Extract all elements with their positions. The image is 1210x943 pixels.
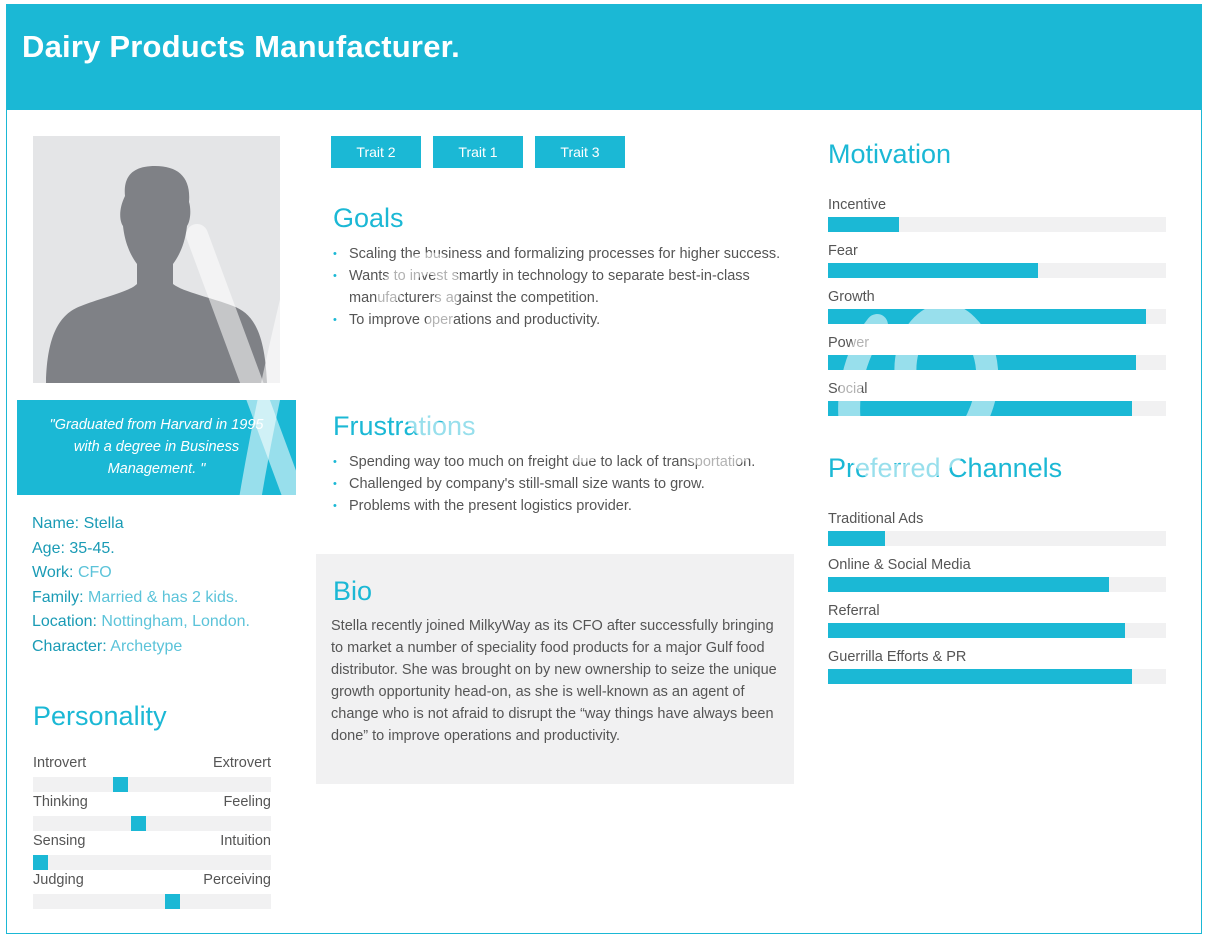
personality-scale <box>33 833 271 870</box>
scale-marker[interactable] <box>131 816 146 831</box>
scale-track <box>33 894 271 909</box>
scale-right-label: Perceiving <box>203 872 271 888</box>
age-row <box>32 537 250 562</box>
quote-text: "Graduated from Harvard in 1995 with a degree in Business Management. " <box>49 417 264 477</box>
bar-label: Fear <box>828 243 858 259</box>
motivation-title: Motivation <box>828 139 952 169</box>
bar-fill <box>828 263 1038 278</box>
scale-labels <box>33 872 271 890</box>
bar-track <box>828 217 1166 232</box>
name-value: Stella <box>83 515 124 532</box>
scale-left-label: Sensing <box>33 833 86 849</box>
name-row <box>32 512 250 537</box>
bar-track <box>828 309 1166 324</box>
scale-right-label: Extrovert <box>212 755 271 771</box>
list-item: • Problems with the present logistics provider. <box>333 495 793 517</box>
bar-item <box>828 289 1166 324</box>
bio-text: Stella recently joined MilkyWay as its CFO after successfully bringing to market a number of speciality food products for a major Gulf food distributor. She was brought on by new ownership to seize the unique growth opportunity head-on, as she is well-known as an agent of change who is not afraid to disrupt the “way things have always been done” to improve operations and productivity. <box>331 618 777 744</box>
scale-track <box>33 855 271 870</box>
scale-track <box>33 777 271 792</box>
personality-scale <box>33 794 271 831</box>
character-label: Character: <box>32 637 107 655</box>
frustrations-list <box>333 451 793 517</box>
trait-button[interactable]: Trait 1 <box>433 136 523 168</box>
bio-title: Bio <box>333 576 373 606</box>
bar-fill <box>828 355 1136 370</box>
bar-item <box>828 197 1166 232</box>
scale-labels <box>33 833 271 851</box>
bar-label: Referral <box>828 603 880 619</box>
bar-track <box>828 623 1166 638</box>
character-value: Archetype <box>110 637 183 655</box>
scale-marker[interactable] <box>33 855 48 870</box>
list-item: • Spending way too much on freight due to lack of transportation. <box>333 451 793 473</box>
personality-scale <box>33 872 271 909</box>
page-title: Dairy Products Manufacturer. <box>22 29 460 64</box>
bar-fill <box>828 577 1109 592</box>
bio-panel <box>316 554 794 784</box>
family-label: Family: <box>32 588 84 606</box>
header <box>7 5 1201 110</box>
bar-fill <box>828 623 1125 638</box>
character-row <box>32 635 250 660</box>
bar-label: Social <box>828 381 868 397</box>
trait-button[interactable]: Trait 3 <box>535 136 625 168</box>
scale-left-label: Introvert <box>33 755 87 771</box>
bar-label: Growth <box>828 289 875 305</box>
name-label: Name: <box>32 515 80 532</box>
bar-track <box>828 263 1166 278</box>
age-value: 35-45. <box>69 539 115 557</box>
bar-label: Guerrilla Efforts & PR <box>828 649 967 665</box>
work-value: CFO <box>77 564 112 581</box>
list-item: • Challenged by company's still-small size wants to grow. <box>333 473 793 495</box>
bar-label: Incentive <box>828 197 887 213</box>
scale-labels <box>33 755 271 773</box>
scale-marker[interactable] <box>113 777 128 792</box>
channels-title: Preferred Channels <box>828 453 1063 483</box>
bar-track <box>828 577 1166 592</box>
bar-fill <box>828 669 1132 684</box>
bar-item <box>828 649 1166 684</box>
personality-scale <box>33 755 271 792</box>
avatar <box>33 136 280 383</box>
bar-fill <box>828 531 885 546</box>
profile-info <box>32 512 250 659</box>
list-item: • Scaling the business and formalizing processes for higher success. <box>333 243 793 265</box>
scale-track <box>33 816 271 831</box>
traits-row <box>331 136 625 168</box>
family-value: Married & has 2 kids. <box>88 588 239 606</box>
scale-marker[interactable] <box>165 894 180 909</box>
scale-labels <box>33 794 271 812</box>
bar-label: Traditional Ads <box>828 511 924 527</box>
scale-left-label: Thinking <box>33 794 88 810</box>
frustrations-title: Frustrations <box>333 411 476 441</box>
bar-label: Power <box>828 335 870 351</box>
work-label: Work: <box>32 564 74 581</box>
person-silhouette-icon <box>33 136 280 383</box>
bar-track <box>828 355 1166 370</box>
bar-item <box>828 557 1166 592</box>
bar-track <box>828 401 1166 416</box>
bar-item <box>828 511 1166 546</box>
bar-track <box>828 669 1166 684</box>
goals-list <box>333 243 793 331</box>
location-value: Nottingham, London. <box>101 613 250 630</box>
scale-right-label: Intuition <box>220 833 271 849</box>
bar-item <box>828 243 1166 278</box>
goals-title: Goals <box>333 203 404 233</box>
quote-box <box>17 400 296 495</box>
bar-item <box>828 335 1166 370</box>
age-label: Age: <box>32 539 65 557</box>
location-row <box>32 610 250 635</box>
location-label: Location: <box>32 613 97 630</box>
bar-fill <box>828 309 1146 324</box>
scale-right-label: Feeling <box>223 794 271 810</box>
bar-item <box>828 381 1166 416</box>
bar-item <box>828 603 1166 638</box>
family-row <box>32 586 250 611</box>
bar-fill <box>828 401 1132 416</box>
bar-label: Online & Social Media <box>828 557 971 573</box>
trait-button[interactable]: Trait 2 <box>331 136 421 168</box>
personality-title: Personality <box>33 701 167 731</box>
scale-left-label: Judging <box>33 872 84 888</box>
bar-fill <box>828 217 899 232</box>
persona-card <box>6 4 1202 934</box>
list-item: • Wants to invest smartly in technology to separate best-in-class manufacturers against the competition. <box>333 265 793 309</box>
work-row <box>32 561 250 586</box>
list-item: • To improve operations and productivity. <box>333 309 793 331</box>
bar-track <box>828 531 1166 546</box>
